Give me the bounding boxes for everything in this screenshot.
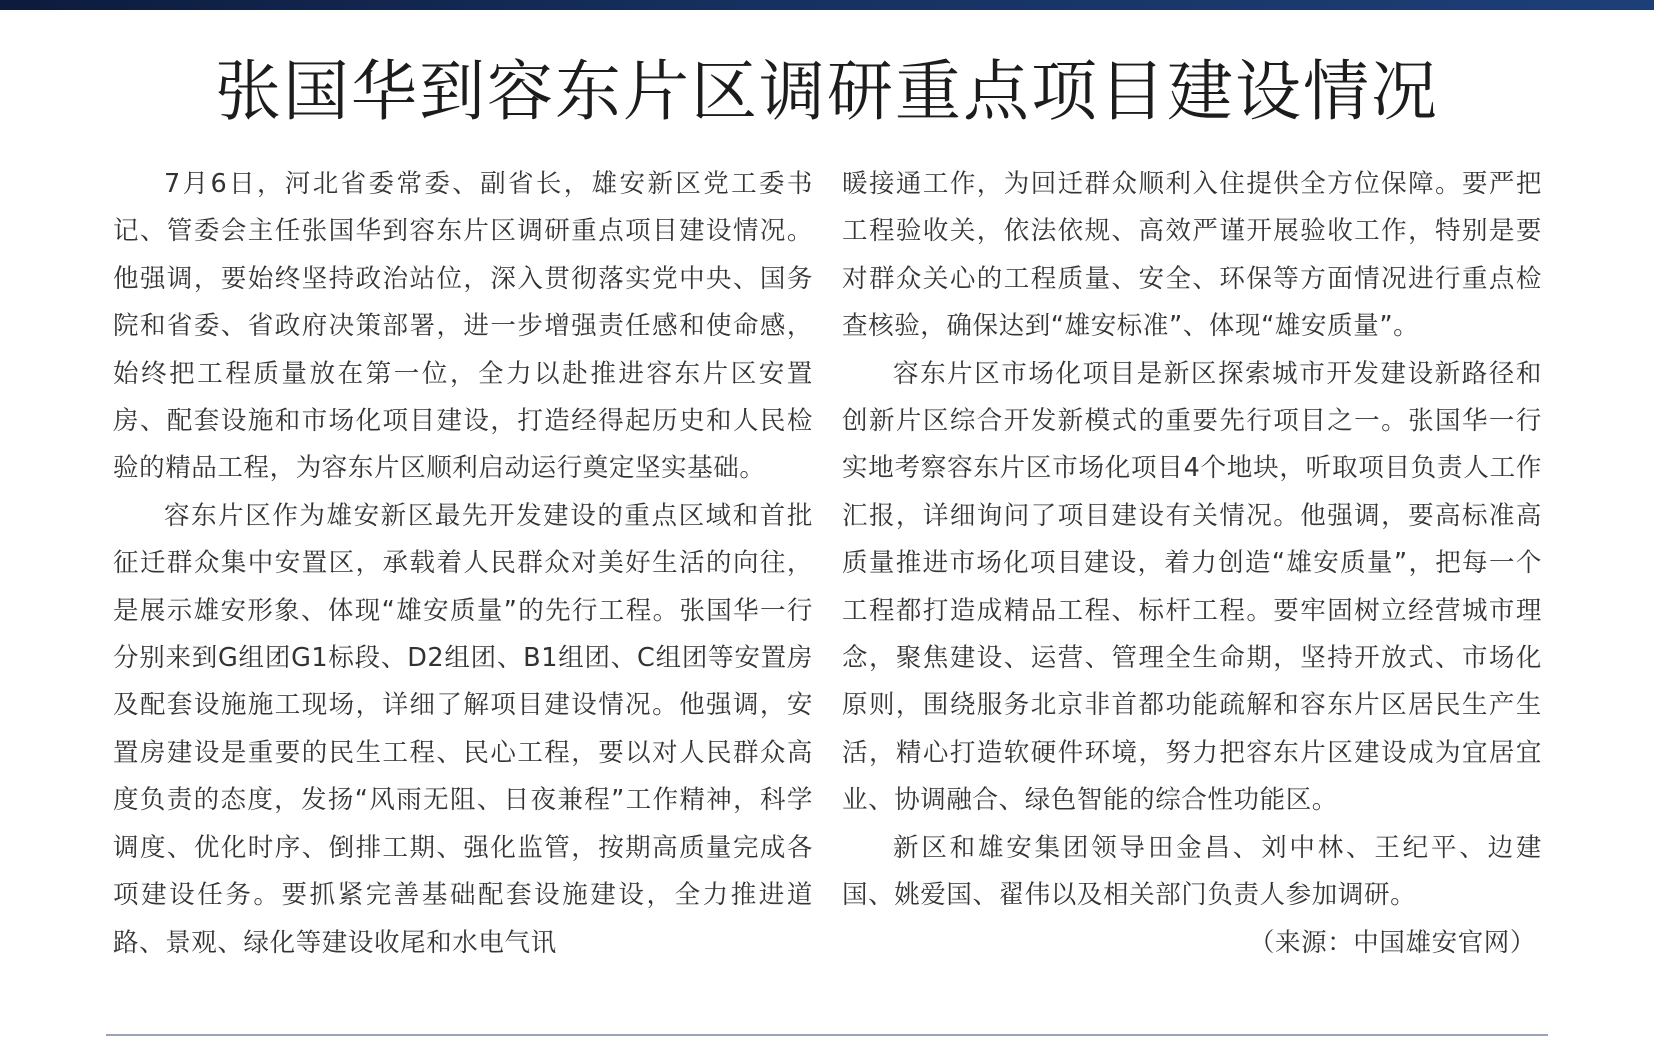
article-title: 张国华到容东片区调研重点项目建设情况 [215,53,1439,130]
top-banner-bar [0,0,1654,10]
article-paragraph-2-part-1: 容东片区作为雄安新区最先开发建设的重点区域和首批征迁群众集中安置区，承载着人民群众对美好生活的向往，是展示雄安形象、体现“雄安质量”的先行工程。张国华一行分别来到G组团G1标段、D2组团、B1组团、C组团等安置房及配套设施施工现场，详细了解项目建设情况。他强调，安置房建设是重要的民生工程、民心工程，要以对人民群众高度负责的态度，发扬“风雨无阻、日夜兼程”工作精神，科学调度、优化时序、倒排工期、强化监管，按期高质量完成各项建设任务。要抓紧完善基础配套设施建设，全力推进道路、景观、绿化等建设收尾和水电气讯 [113,500,813,958]
article-column-left [113,161,813,967]
article-column-right [842,161,1542,967]
article-paragraph-4: 新区和雄安集团领导田金昌、刘中林、王纪平、边建国、姚爱国、翟伟以及相关部门负责人参加调研。 [842,832,1542,911]
bottom-divider [106,1034,1548,1036]
article-paragraph-3: 容东片区市场化项目是新区探索城市开发建设新路径和创新片区综合开发新模式的重要先行项目之一。张国华一行实地考察容东片区市场化项目4个地块，听取项目负责人工作汇报，详细询问了项目建设有关情况。他强调，要高标准高质量推进市场化项目建设，着力创造“雄安质量”，把每一个工程都打造成精品工程、标杆工程。要牢固树立经营城市理念，聚焦建设、运营、管理全生命期，坚持开放式、市场化原则，围绕服务北京非首都功能疏解和容东片区居民生产生活，精心打造软硬件环境，努力把容东片区建设成为宜居宜业、协调融合、绿色智能的综合性功能区。 [842,358,1542,816]
article-paragraph-1: 7月6日，河北省委常委、副省长，雄安新区党工委书记、管委会主任张国华到容东片区调研重点项目建设情况。他强调，要始终坚持政治站位，深入贯彻落实党中央、国务院和省委、省政府决策部署，进一步增强责任感和使命感，始终把工程质量放在第一位，全力以赴推进容东片区安置房、配套设施和市场化项目建设，打造经得起历史和人民检验的精品工程，为容东片区顺利启动运行奠定坚实基础。 [113,169,813,484]
article-paragraph-2-part-2: 暖接通工作，为回迁群众顺利入住提供全方位保障。要严把工程验收关，依法依规、高效严谨开展验收工作，特别是要对群众关心的工程质量、安全、环保等方面情况进行重点检查核验，确保达到“雄安标准”、体现“雄安质量”。 [842,169,1542,342]
article-source: （来源：中国雄安官网） [1248,927,1536,958]
